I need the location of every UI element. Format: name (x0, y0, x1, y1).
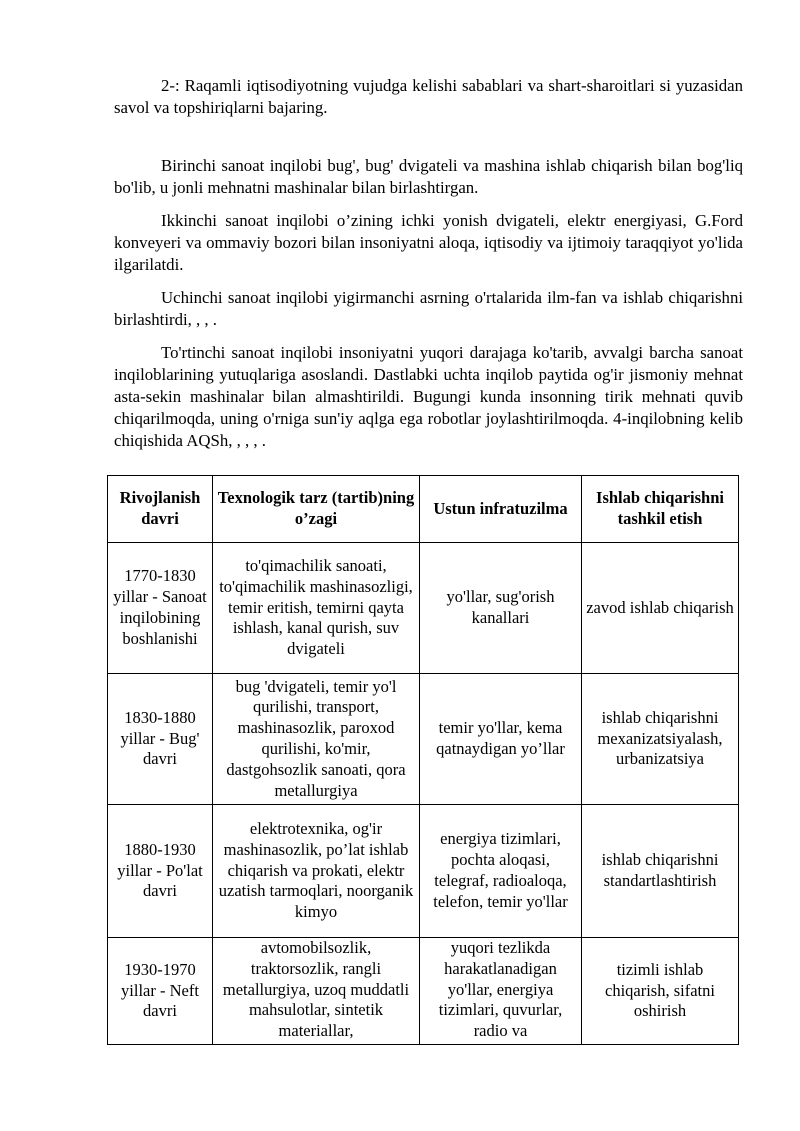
table-header-row (108, 476, 739, 543)
cell-tech-core: bug 'dvigateli, temir yo'l qurilishi, transport, mashinasozlik, paroxod qurilishi, ko'mir, dastgohsozlik sanoati, qora metallurgiya (213, 674, 420, 805)
cell-tech-core: to'qimachilik sanoati, to'qimachilik mashinasozligi, temir eritish, temirni qayta ishlash, kanal qurish, suv dvigateli (213, 543, 420, 674)
header-production-org: Ishlab chiqarishni tashkil etish (582, 476, 739, 543)
cell-production-org: ishlab chiqarishni mexanizatsiyalash, urbanizatsiya (582, 674, 739, 805)
cell-production-org: ishlab chiqarishni standartlashtirish (582, 805, 739, 938)
cell-period: 1770-1830 yillar - Sanoat inqilobining boshlanishi (108, 543, 213, 674)
header-infrastructure: Ustun infratuzilma (420, 476, 582, 543)
table-row (108, 938, 739, 1045)
cell-period: 1880-1930 yillar - Po'lat davri (108, 805, 213, 938)
paragraph-first-revolution: Birinchi sanoat inqilobi bug', bug' dvigateli va mashina ishlab chiqarish bilan bog'liq bo'lib, u jonli mehnatni mashinalar bilan birlashtirgan. (114, 156, 743, 197)
cell-infrastructure: temir yo'llar, kema qatnaydigan yo’llar (420, 674, 582, 805)
cell-production-org: tizimli ishlab chiqarish, sifatni oshirish (582, 938, 739, 1045)
task-paragraph: 2-: Raqamli iqtisodiyotning vujudga kelishi sabablari va shart-sharoitlari si yuzasidan savol va topshiriqlarni bajaring. (114, 76, 743, 117)
cell-period: 1930-1970 yillar - Neft davri (108, 938, 213, 1045)
paragraph-second-revolution: Ikkinchi sanoat inqilobi o’zining ichki yonish dvigateli, elektr energiyasi, G.Ford konveyeri va ommaviy bozori bilan insoniyatni aloqa, iqtisodiy va ijtimoiy taraqqiyot yo'lida ilgarilatdi. (114, 211, 743, 274)
cell-infrastructure: yuqori tezlikda harakatlanadigan yo'llar, energiya tizimlari, quvurlar, radio va (420, 938, 582, 1045)
table-row (108, 674, 739, 805)
cell-production-org: zavod ishlab chiqarish (582, 543, 739, 674)
cell-period: 1830-1880 yillar - Bug' davri (108, 674, 213, 805)
paragraph-third-revolution: Uchinchi sanoat inqilobi yigirmanchi asrning o'rtalarida ilm-fan va ishlab chiqarishni birlashtirdi, , , . (114, 288, 743, 329)
cell-tech-core: elektrotexnika, og'ir mashinasozlik, po’lat ishlab chiqarish va prokati, elektr uzatish tarmoqlari, noorganik kimyo (213, 805, 420, 938)
development-periods-table (107, 475, 739, 1045)
table-row (108, 805, 739, 938)
cell-tech-core: avtomobilsozlik, traktorsozlik, rangli metallurgiya, uzoq muddatli mahsulotlar, sintetik materiallar, (213, 938, 420, 1045)
table-row (108, 543, 739, 674)
paragraph-fourth-revolution: To'rtinchi sanoat inqilobi insoniyatni yuqori darajaga ko'tarib, avvalgi barcha sanoat inqiloblarining yutuqlariga asoslandi. Dastlabki uchta inqilob paytida og'ir jismoniy mehnat asta-sekin mashinalar bilan almashtirildi. Bugungi kunda insonning tirik mehnati quvib chiqarilmoqda, uning o'rniga sun'iy aqlga ega robotlar joylashtirilmoqda. 4-inqilobning kelib chiqishida AQSh, , , , . (114, 343, 743, 450)
cell-infrastructure: yo'llar, sug'orish kanallari (420, 543, 582, 674)
header-tech-core: Texnologik tarz (tartib)ning o’zagi (213, 476, 420, 543)
cell-infrastructure: energiya tizimlari, pochta aloqasi, telegraf, radioaloqa, telefon, temir yo'llar (420, 805, 582, 938)
header-period: Rivojlanish davri (108, 476, 213, 543)
